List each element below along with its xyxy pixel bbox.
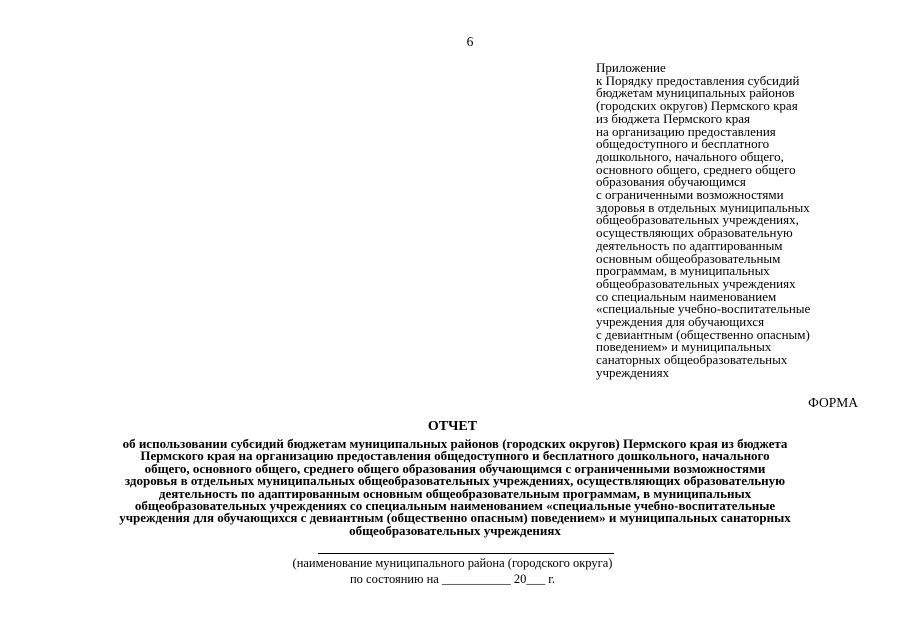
annex-line: к Порядку предоставления субсидий xyxy=(596,72,800,88)
subtitle-line: здоровья в отдельных муниципальных общеобразовательных учреждениях, осуществляющих образовательную xyxy=(124,473,786,489)
annex-line: Приложение xyxy=(596,60,666,75)
page-number: 6 xyxy=(466,34,474,49)
subtitle-line: общего, основного общего, среднего общего образования обучающимся с ограниченными возможностями xyxy=(144,460,766,476)
municipality-name-caption: (наименование муниципального района (городского округа) xyxy=(292,556,613,570)
annex-line: дошкольного, начального общего, xyxy=(596,148,784,164)
subtitle-line: общеобразовательных учреждениях xyxy=(349,522,561,538)
annex-line: общедоступного и бесплатного xyxy=(596,136,770,152)
annex-line: деятельность по адаптированным xyxy=(596,237,783,253)
annex-line: общеобразовательных учреждениях xyxy=(596,275,796,291)
annex-line: бюджетам муниципальных районов xyxy=(596,85,795,101)
annex-line: из бюджета Пермского края xyxy=(596,110,751,126)
annex-line: учреждениях xyxy=(596,364,670,380)
annex-line: учреждения для обучающихся xyxy=(596,314,765,330)
report-subtitle xyxy=(60,438,850,537)
annex-line: «специальные учебно-воспитательные xyxy=(596,301,811,317)
annex-line: поведением» и муниципальных xyxy=(596,339,772,355)
subtitle-line: общеобразовательных учреждениях со специальным наименованием «специальные учебно-воспитательные xyxy=(134,498,776,514)
annex-line: осуществляющих образовательную xyxy=(596,225,793,241)
annex-line: основного общего, среднего общего xyxy=(596,161,796,177)
subtitle-line: об использовании субсидий бюджетам муниципальных районов (городских округов) Пермского края из бюджета xyxy=(122,436,788,451)
annex-line: программам, в муниципальных xyxy=(596,263,770,279)
annex-line: на организацию предоставления xyxy=(596,123,776,139)
annex-line: основным общеобразовательным xyxy=(596,250,781,266)
subtitle-line: деятельность по адаптированным основным общеобразовательным программам, в муниципальных xyxy=(158,485,752,501)
annex-line: здоровья в отдельных муниципальных xyxy=(596,199,810,215)
as-of-date-line: по состоянию на ___________ 20___ г. xyxy=(349,572,556,586)
annex-line: образования обучающимся xyxy=(596,174,746,190)
form-label: ФОРМА xyxy=(808,395,858,410)
annex-line: санаторных общеобразовательных xyxy=(596,352,788,368)
subtitle-line: Пермского края на организацию предоставления общедоступного и бесплатного дошкольного, начального xyxy=(140,448,770,464)
municipality-name-line xyxy=(318,553,614,554)
annex-line: общеобразовательных учреждениях, xyxy=(596,212,799,228)
report-title: ОТЧЕТ xyxy=(427,419,478,434)
annex-block xyxy=(596,62,846,380)
subtitle-line: учреждения для обучающихся с девиантным (общественно опасным) поведением» и муниципальных санаторных xyxy=(119,510,791,526)
annex-line: (городских округов) Пермского края xyxy=(596,98,798,114)
annex-line: с ограниченными возможностями xyxy=(596,187,784,203)
annex-line: с девиантным (общественно опасным) xyxy=(596,326,810,342)
annex-line: со специальным наименованием xyxy=(596,288,777,304)
